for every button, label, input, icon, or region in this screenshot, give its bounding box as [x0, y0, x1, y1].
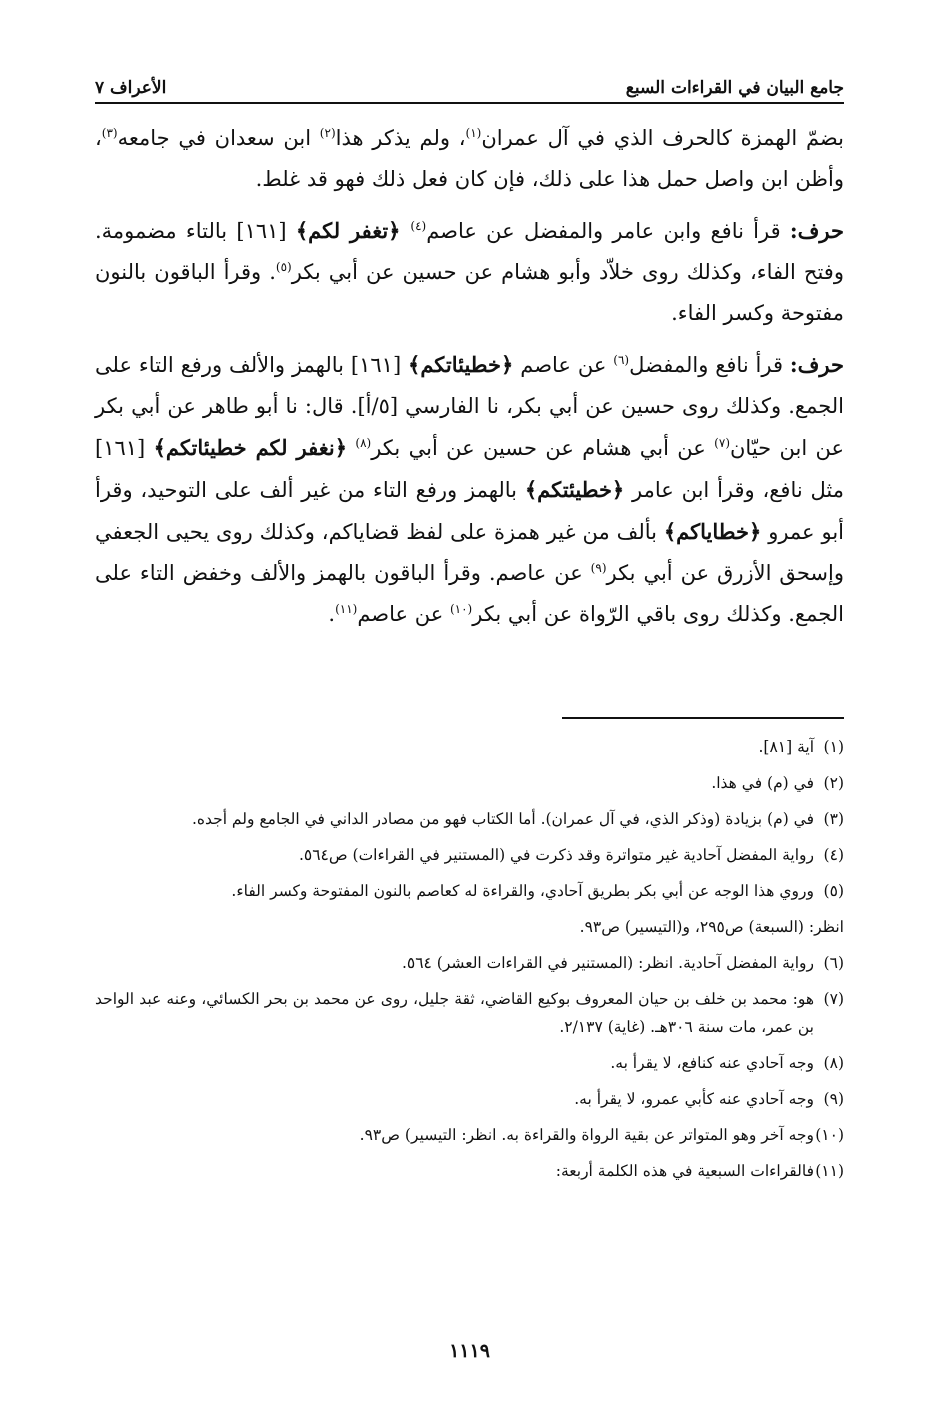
text-run: . وقرأ الباقون بالنون مفتوحة وكسر الفاء. [95, 260, 844, 325]
quran-word: ﴿خطاياكم﴾ [663, 519, 762, 544]
footnote-text: وجه آحادي عنه كنافع، لا يقرأ به. [610, 1054, 814, 1072]
text-run: قرأ نافع وابن عامر والمفضل عن عاصم [426, 219, 790, 243]
footnote-item [95, 877, 844, 905]
text-run: بالهمز ورفع التاء من غير ألف على التوحيد، وقرأ أبو عمرو [95, 478, 845, 544]
text-run: عن أبي هشام عن حسين عن أبي بكر [371, 436, 715, 460]
text-run: عن عاصم [513, 353, 614, 377]
text-run: ابن سعدان في جامعه [117, 126, 320, 150]
footnote-text: هو: محمد بن خلف بن حيان المعروف بوكيع القاضي، ثقة جليل، روى عن محمد بن بحر الكسائي، وعنه عبد الواحد بن عمر، مات سنة ٣٠٦هـ. (غاية) ٢/١٣٧. [95, 990, 814, 1036]
main-text [95, 118, 844, 645]
footnote-item [95, 985, 844, 1041]
footnote-number: (٢) [823, 774, 844, 792]
book-title: جامع البيان في القراءات السبع [625, 78, 844, 98]
page-number: ١١١٩ [449, 1340, 490, 1362]
footnote-item [95, 769, 844, 797]
text-run: ، ولم يذكر هذا [335, 126, 466, 150]
text-run: [١٦١] بالتاء مضمومة. وفتح الفاء، وكذلك روى خلاّد وأبو هشام عن حسين عن أبي بكر [95, 219, 844, 284]
footnote-item [95, 949, 844, 977]
section-label: الأعراف ٧ [95, 78, 167, 98]
footnote-text: في (م) في هذا. [711, 774, 814, 792]
book-page [95, 0, 844, 1401]
footnote-text: رواية المفضل آحادية. انظر: (المستنير في القراءات العشر) ٥٦٤. [401, 954, 814, 972]
quran-word: ﴿نغفر لكم خطيئاتكم﴾ [153, 435, 348, 460]
footnote-text: انظر: (السبعة) ص٢٩٥، و(التيسير) ص٩٣. [579, 918, 844, 936]
footnote-ref: (٧) [714, 436, 730, 450]
footnote-number: (٤) [823, 846, 844, 864]
footnote-ref: (١٠) [449, 602, 473, 616]
footnote-ref: (٢) [319, 126, 336, 140]
running-header [95, 66, 844, 104]
footnote-item [95, 841, 844, 869]
footnote-separator [562, 717, 844, 719]
footnotes [95, 733, 844, 1193]
footnote-number: (١٠) [815, 1126, 844, 1144]
footnote-ref: (١) [465, 126, 482, 140]
footnote-text: فالقراءات السبعية في هذه الكلمة أربعة: [555, 1162, 814, 1180]
footnote-ref: (٤) [410, 219, 427, 233]
footnote-number: (٨) [823, 1054, 844, 1072]
footnote-text: وروي هذا الوجه عن أبي بكر بطريق آحادي، والقراءة له كعاصم بالنون المفتوحة وكسر الفاء. [231, 882, 814, 900]
paragraph-3 [95, 344, 844, 635]
paragraph-2 [95, 210, 844, 334]
text-run: [١٦١] مثل نافع، وقرأ ابن عامر [95, 436, 844, 502]
footnote-ref: (٥) [275, 260, 292, 274]
footnote-item [95, 733, 844, 761]
footnote-ref: (٨) [355, 436, 372, 450]
paragraph-1 [95, 118, 844, 200]
footnote-item [95, 1085, 844, 1113]
footnote-number: (٣) [823, 810, 844, 828]
footnote-item [95, 1049, 844, 1077]
footnote-item [95, 1157, 844, 1185]
text-run: بألف من غير همزة على لفظ قضاياكم، وكذلك روى يحيى الجعفي وإسحق الأزرق عن أبي بكر [95, 520, 844, 585]
footnote-ref: (١١) [335, 602, 358, 616]
footnote-ref: (٦) [613, 353, 630, 367]
footnote-item [95, 805, 844, 833]
footnote-text: وجه آحادي عنه كأبي عمرو، لا يقرأ به. [574, 1090, 814, 1108]
footnote-text: آية [٨١]. [758, 738, 814, 756]
quran-word: ﴿خطيئتكم﴾ [524, 477, 625, 502]
text-run: [١٦١] بالهمز والألف ورفع التاء على الجمع. وكذلك روى حسين عن أبي بكر، نا الفارسي [٥/أ]. قال: نا أبو طاهر عن أبي بكر عن ابن حيّان [95, 353, 845, 460]
footnote-number: (١) [823, 738, 844, 756]
harf-label: حرف: [789, 352, 844, 377]
harf-label: حرف: [789, 218, 844, 243]
footnote-text: وجه آخر وهو المتواتر عن بقية الرواة والقراءة به. انظر: التيسير) ص٩٣. [359, 1126, 814, 1144]
text-run: عن عاصم. وقرأ الباقون بالهمز والألف وخفض التاء على الجمع. وكذلك روى باقي الرّواة عن أبي بكر [95, 561, 844, 626]
text-run: عن عاصم [357, 602, 450, 626]
footnote-text: رواية المفضل آحادية غير متواترة وقد ذكرت في (المستنير في القراءات) ص٥٦٤. [298, 846, 814, 864]
text-run: قرأ نافع والمفضل [629, 353, 790, 377]
footnote-item [95, 1121, 844, 1149]
footnote-number: (٧) [823, 990, 844, 1008]
footnote-continuation [95, 913, 844, 941]
footnote-ref: (٣) [101, 126, 118, 140]
text-run: . [328, 602, 336, 626]
text-run: ، وأظن ابن واصل حمل هذا على ذلك، فإن كان فعل ذلك فهو قد غلط. [95, 126, 844, 191]
footnote-number: (٥) [823, 882, 844, 900]
footnote-text: في (م) بزيادة (وذكر الذي، في آل عمران). أما الكتاب فهو من مصادر الداني في الجامع ولم أجده. [191, 810, 814, 828]
footnote-ref: (٩) [590, 561, 607, 575]
footnote-number: (٦) [823, 954, 844, 972]
footnote-number: (١١) [815, 1162, 844, 1180]
quran-word: ﴿تغفر لكم﴾ [295, 218, 411, 243]
text-run: بضمّ الهمزة كالحرف الذي في آل عمران [481, 126, 844, 150]
footnote-number: (٩) [823, 1090, 844, 1108]
quran-word: ﴿خطيئاتكم﴾ [408, 352, 514, 377]
